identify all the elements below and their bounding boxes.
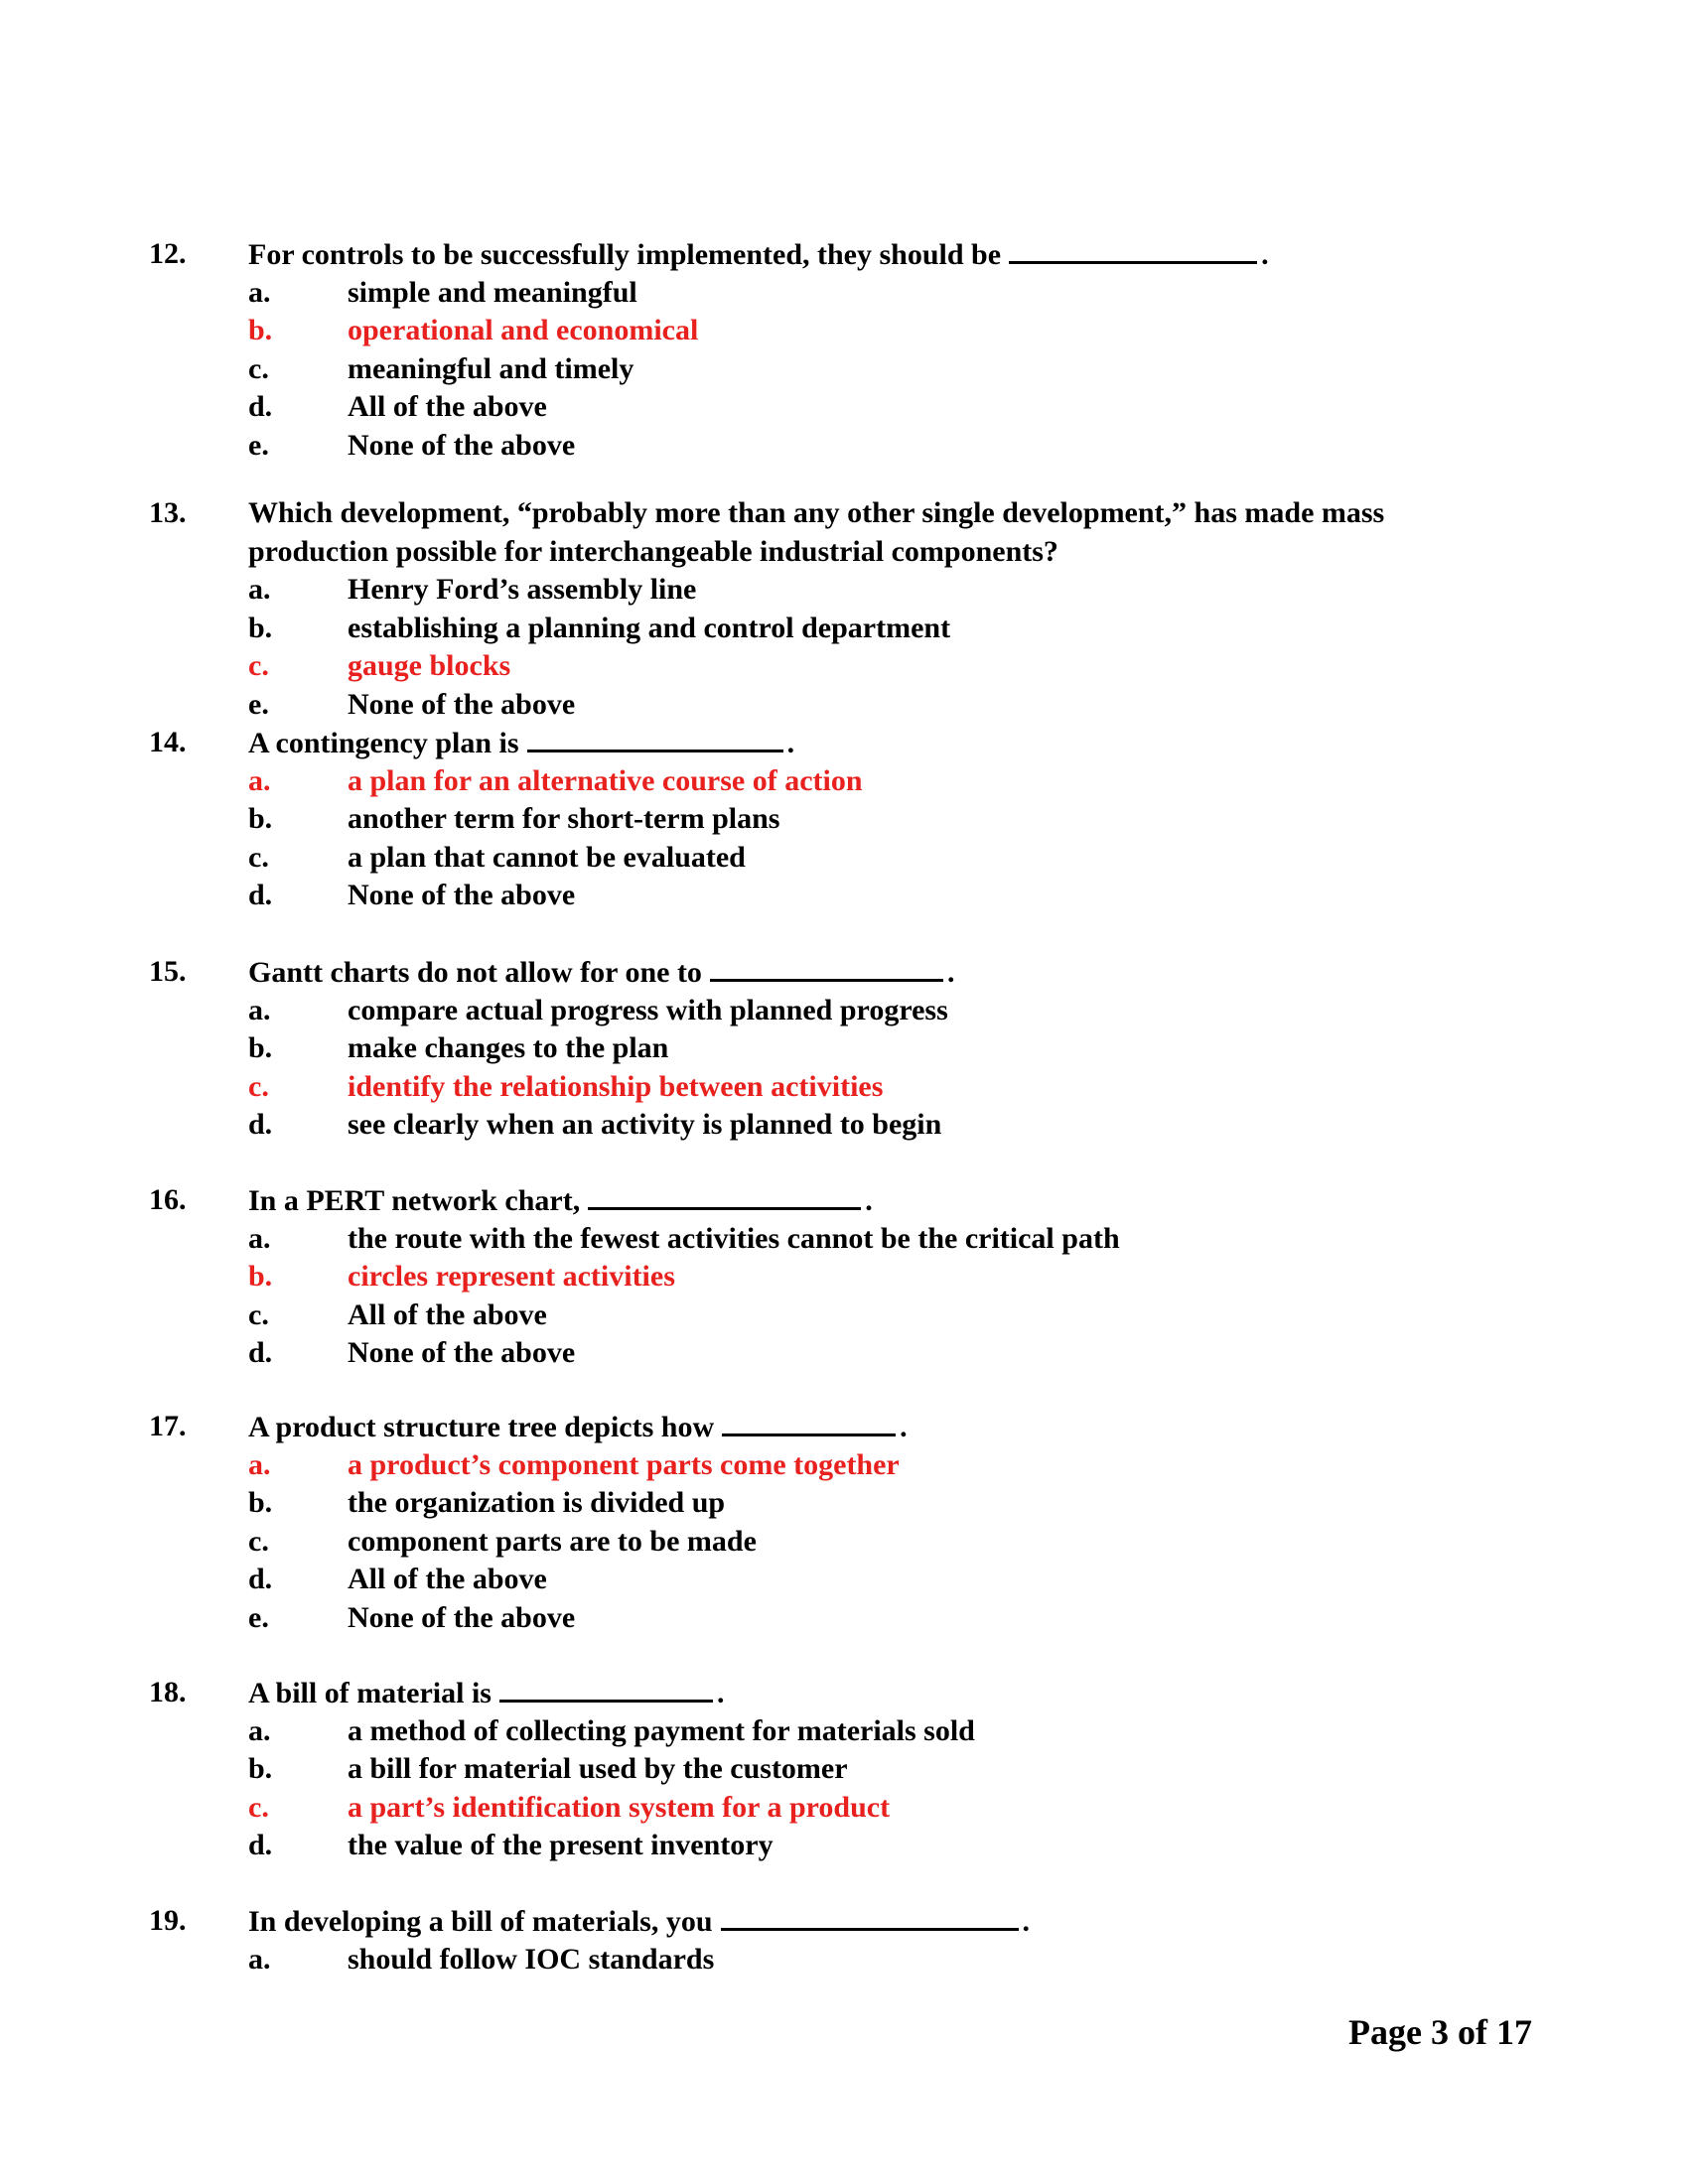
option-d bbox=[0, 877, 1688, 915]
option-a bbox=[0, 992, 1688, 1030]
question-number: 15. bbox=[149, 955, 187, 988]
option-letter: b. bbox=[248, 314, 273, 346]
question-stem bbox=[0, 1674, 1688, 1712]
option-text: identify the relationship between activities bbox=[348, 1069, 884, 1103]
question-number: 12. bbox=[149, 237, 187, 270]
question-stem bbox=[0, 235, 1688, 274]
option-letter: a. bbox=[248, 1942, 271, 1976]
option-letter: c. bbox=[248, 649, 269, 682]
option-text: operational and economical bbox=[348, 314, 699, 346]
option-text: None of the above bbox=[348, 1600, 576, 1634]
question-17 bbox=[0, 1408, 1688, 1637]
option-text: All of the above bbox=[348, 1297, 547, 1331]
option-text: the organization is divided up bbox=[348, 1486, 726, 1519]
option-e bbox=[0, 686, 1688, 725]
option-b bbox=[0, 1029, 1688, 1068]
option-letter: a. bbox=[248, 763, 271, 797]
option-text: the route with the fewest activities cannot be the critical path bbox=[348, 1221, 1120, 1255]
option-c-correct bbox=[0, 1068, 1688, 1107]
option-d bbox=[0, 1334, 1688, 1373]
option-letter: d. bbox=[248, 1829, 273, 1861]
option-letter: c. bbox=[248, 1297, 269, 1331]
question-number: 18. bbox=[149, 1676, 187, 1708]
option-text: a bill for material used by the customer bbox=[348, 1752, 848, 1785]
option-c bbox=[0, 1297, 1688, 1335]
option-letter: d. bbox=[248, 1563, 273, 1595]
question-text: A contingency plan is bbox=[248, 727, 519, 759]
option-text: compare actual progress with planned progress bbox=[348, 993, 948, 1026]
question-12 bbox=[0, 235, 1688, 465]
option-c bbox=[0, 1523, 1688, 1562]
question-end: . bbox=[946, 956, 955, 989]
option-b bbox=[0, 610, 1688, 648]
answer-blank bbox=[722, 1408, 896, 1436]
option-text: the value of the present inventory bbox=[348, 1829, 774, 1861]
option-b bbox=[0, 1484, 1688, 1523]
option-letter: e. bbox=[248, 687, 269, 721]
question-end: . bbox=[1261, 238, 1269, 271]
question-end: . bbox=[716, 1677, 725, 1709]
option-c-correct bbox=[0, 1789, 1688, 1828]
option-text: None of the above bbox=[348, 687, 576, 721]
option-text: see clearly when an activity is planned to begin bbox=[348, 1108, 942, 1141]
answer-blank bbox=[710, 953, 943, 982]
question-18 bbox=[0, 1674, 1688, 1865]
question-stem bbox=[0, 494, 1688, 533]
option-letter: d. bbox=[248, 1336, 273, 1369]
question-stem bbox=[0, 953, 1688, 992]
question-end: . bbox=[786, 727, 795, 759]
option-letter: c. bbox=[248, 1524, 269, 1558]
option-letter: b. bbox=[248, 611, 273, 644]
option-a bbox=[0, 571, 1688, 610]
option-text: a product’s component parts come together bbox=[348, 1447, 900, 1481]
option-letter: a. bbox=[248, 275, 271, 309]
option-b-correct bbox=[0, 1258, 1688, 1297]
question-text: For controls to be successfully implemented, they should be bbox=[248, 238, 1002, 271]
option-letter: c. bbox=[248, 1790, 269, 1824]
option-letter: c. bbox=[248, 1069, 269, 1103]
option-text: a plan for an alternative course of action bbox=[348, 763, 863, 797]
answer-blank bbox=[1009, 235, 1257, 264]
option-letter: c. bbox=[248, 840, 269, 874]
question-stem bbox=[0, 1408, 1688, 1446]
question-text: A product structure tree depicts how bbox=[248, 1411, 715, 1443]
option-letter: a. bbox=[248, 1447, 271, 1481]
option-d bbox=[0, 1106, 1688, 1145]
option-letter: d. bbox=[248, 390, 273, 423]
option-text: Henry Ford’s assembly line bbox=[348, 573, 697, 606]
option-letter: e. bbox=[248, 428, 269, 462]
answer-blank bbox=[527, 724, 783, 752]
option-c bbox=[0, 350, 1688, 389]
option-text: component parts are to be made bbox=[348, 1524, 757, 1558]
option-d bbox=[0, 1827, 1688, 1865]
option-text: establishing a planning and control department bbox=[348, 611, 951, 644]
option-a-correct bbox=[0, 1446, 1688, 1485]
option-letter: b. bbox=[248, 802, 273, 835]
option-c-correct bbox=[0, 647, 1688, 686]
option-c bbox=[0, 839, 1688, 878]
option-a bbox=[0, 1941, 1688, 1979]
option-b bbox=[0, 800, 1688, 839]
option-b-correct bbox=[0, 312, 1688, 350]
question-text-line-2: production possible for interchangeable industrial components? bbox=[248, 534, 1058, 568]
question-text: A bill of material is bbox=[248, 1677, 492, 1709]
question-16 bbox=[0, 1181, 1688, 1373]
question-number: 13. bbox=[149, 496, 187, 529]
question-end: . bbox=[865, 1184, 873, 1217]
option-letter: d. bbox=[248, 1108, 273, 1141]
option-letter: b. bbox=[248, 1031, 273, 1064]
option-b bbox=[0, 1750, 1688, 1789]
question-number: 14. bbox=[149, 726, 187, 758]
option-text: gauge blocks bbox=[348, 649, 511, 682]
option-a bbox=[0, 1220, 1688, 1259]
option-letter: b. bbox=[248, 1752, 273, 1785]
option-text: None of the above bbox=[348, 879, 576, 911]
option-letter: c. bbox=[248, 351, 269, 385]
option-text: simple and meaningful bbox=[348, 275, 637, 309]
option-letter: a. bbox=[248, 1221, 271, 1255]
answer-blank bbox=[588, 1181, 861, 1210]
option-a bbox=[0, 274, 1688, 313]
option-letter: b. bbox=[248, 1260, 273, 1293]
option-text: All of the above bbox=[348, 1563, 547, 1595]
option-d bbox=[0, 388, 1688, 427]
question-number: 19. bbox=[149, 1904, 187, 1937]
option-letter: b. bbox=[248, 1486, 273, 1519]
option-text: a method of collecting payment for materials sold bbox=[348, 1713, 975, 1747]
question-15 bbox=[0, 953, 1688, 1145]
option-letter: a. bbox=[248, 993, 271, 1026]
page-number: Page 3 of 17 bbox=[1348, 2012, 1532, 2052]
option-e bbox=[0, 427, 1688, 466]
question-text: In a PERT network chart, bbox=[248, 1184, 581, 1217]
option-a bbox=[0, 1712, 1688, 1751]
question-end: . bbox=[1022, 1905, 1031, 1938]
option-text: another term for short-term plans bbox=[348, 802, 780, 835]
question-stem bbox=[0, 1902, 1688, 1941]
question-stem bbox=[0, 724, 1688, 762]
option-d bbox=[0, 1561, 1688, 1599]
answer-blank bbox=[721, 1902, 1019, 1931]
option-text: None of the above bbox=[348, 1336, 576, 1369]
option-letter: a. bbox=[248, 573, 271, 606]
option-a-correct bbox=[0, 762, 1688, 801]
question-text-line-1: Which development, “probably more than any other single development,” has made mass bbox=[248, 496, 1385, 529]
option-text: All of the above bbox=[348, 390, 547, 423]
option-e bbox=[0, 1599, 1688, 1638]
question-number: 16. bbox=[149, 1183, 187, 1216]
question-13 bbox=[0, 494, 1688, 724]
question-number: 17. bbox=[149, 1410, 187, 1442]
option-text: make changes to the plan bbox=[348, 1031, 669, 1064]
question-stem-continued bbox=[0, 533, 1688, 572]
option-text: should follow IOC standards bbox=[348, 1942, 715, 1976]
option-text: a plan that cannot be evaluated bbox=[348, 840, 746, 874]
option-letter: e. bbox=[248, 1600, 269, 1634]
question-stem bbox=[0, 1181, 1688, 1220]
option-text: None of the above bbox=[348, 428, 576, 462]
question-text: Gantt charts do not allow for one to bbox=[248, 956, 702, 989]
question-14 bbox=[0, 724, 1688, 915]
question-19 bbox=[0, 1902, 1688, 1979]
option-text: a part’s identification system for a product bbox=[348, 1790, 891, 1824]
option-text: meaningful and timely bbox=[348, 351, 634, 385]
question-text: In developing a bill of materials, you bbox=[248, 1905, 713, 1938]
option-letter: d. bbox=[248, 879, 273, 911]
option-letter: a. bbox=[248, 1713, 271, 1747]
option-text: circles represent activities bbox=[348, 1260, 675, 1293]
answer-blank bbox=[499, 1674, 713, 1703]
question-end: . bbox=[900, 1411, 908, 1443]
